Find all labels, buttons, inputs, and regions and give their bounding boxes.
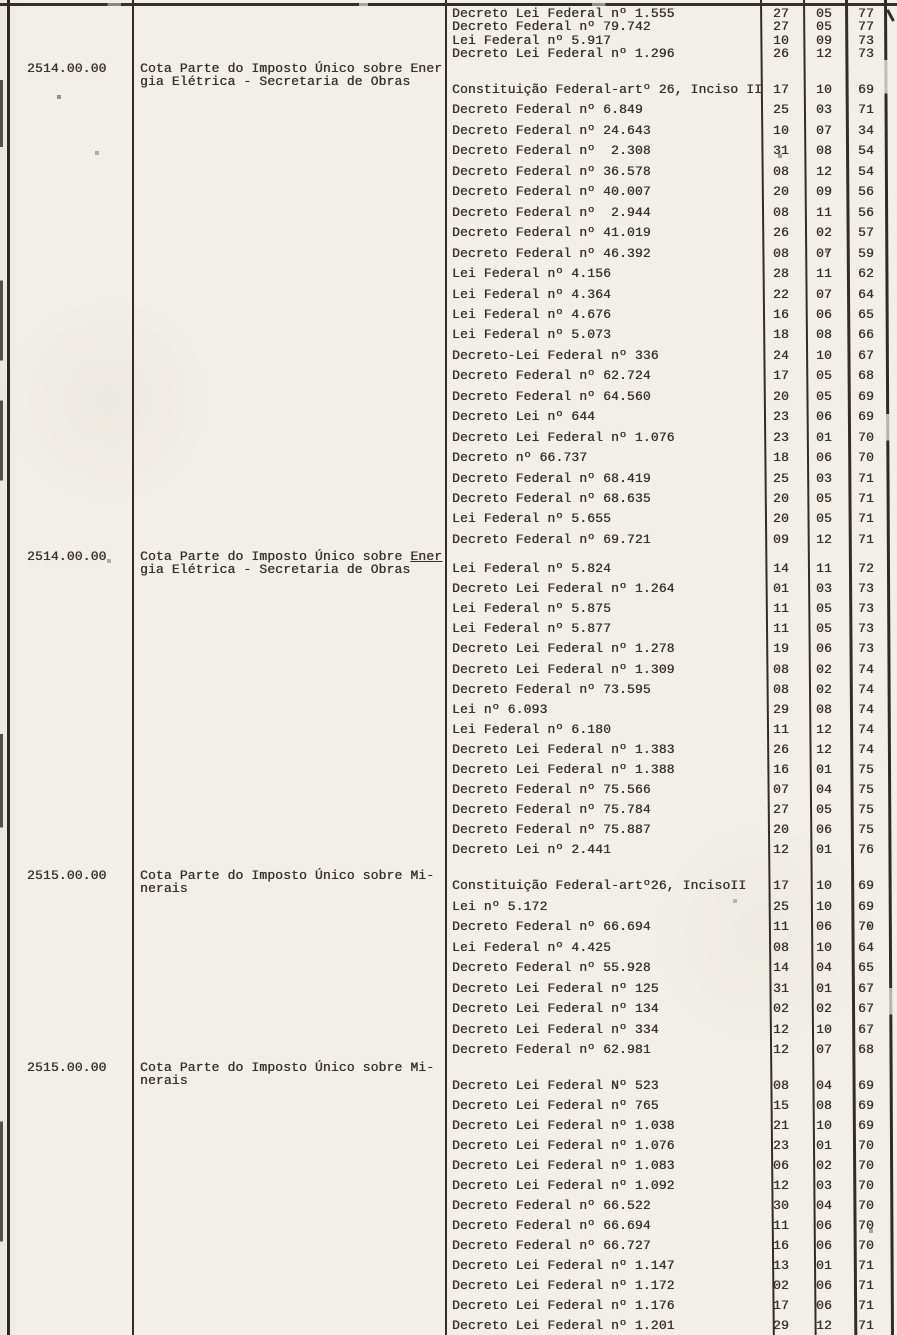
legal-reference: Decreto Lei nº 2.441 (452, 842, 612, 857)
description-column-rule (445, 0, 447, 1335)
legal-reference: Lei Federal nº 5.875 (452, 601, 612, 616)
date-year: 73 (858, 641, 874, 656)
date-month: 01 (816, 1138, 832, 1153)
date-month: 10 (816, 348, 832, 363)
date-day: 11 (773, 601, 789, 616)
date-year: 66 (858, 327, 874, 342)
date-month: 05 (816, 511, 832, 526)
date-day: 07 (773, 782, 789, 797)
date-month: 12 (816, 46, 832, 61)
date-day: 23 (773, 1138, 789, 1153)
legal-reference: Decreto Lei Federal nº 1.038 (452, 1118, 675, 1133)
date-day: 08 (773, 205, 789, 220)
date-day: 29 (773, 1318, 789, 1333)
date-month: 10 (816, 878, 832, 893)
date-year: 65 (858, 960, 874, 975)
date-year: 75 (858, 822, 874, 837)
legal-reference: Decreto Federal nº 68.635 (452, 491, 651, 506)
date-day: 19 (773, 641, 789, 656)
date-month: 10 (816, 940, 832, 955)
date-year: 69 (858, 1078, 874, 1093)
date-year: 70 (858, 1158, 874, 1173)
legal-reference: Decreto Federal nº 62.724 (452, 368, 651, 383)
legal-reference: Decreto Federal nº 69.721 (452, 532, 651, 547)
legal-reference: Lei Federal nº 6.180 (452, 722, 612, 737)
date-month: 12 (816, 742, 832, 757)
date-day: 13 (773, 1258, 789, 1273)
date-month: 05 (816, 802, 832, 817)
date-year: 62 (858, 266, 874, 281)
date-month: 01 (816, 430, 832, 445)
date-day: 23 (773, 409, 789, 424)
date-year: 70 (858, 1198, 874, 1213)
date-year: 56 (858, 205, 874, 220)
legal-reference: Decreto Federal nº 75.887 (452, 822, 651, 837)
date-month: 03 (816, 102, 832, 117)
date-year: 72 (858, 561, 874, 576)
date-day: 12 (773, 1042, 789, 1057)
date-month: 10 (816, 899, 832, 914)
code-column-rule (132, 0, 134, 1335)
legal-reference: Decreto Lei Federal nº 1.092 (452, 1178, 675, 1193)
date-month: 08 (816, 327, 832, 342)
date-day: 08 (773, 246, 789, 261)
date-month: 02 (816, 1158, 832, 1173)
legal-reference: Decreto Federal nº 68.419 (452, 471, 651, 486)
date-day: 30 (773, 1198, 789, 1213)
legal-reference: Decreto Federal nº 2.944 (452, 205, 651, 220)
date-month: 06 (816, 1298, 832, 1313)
date-month: 05 (816, 19, 832, 34)
date-day: 28 (773, 266, 789, 281)
date-year: 67 (858, 348, 874, 363)
date-month: 01 (816, 981, 832, 996)
date-month: 04 (816, 1198, 832, 1213)
date-year: 64 (858, 940, 874, 955)
date-month: 06 (816, 822, 832, 837)
account-code: 2514.00.00 (27, 549, 107, 564)
date-day: 12 (773, 842, 789, 857)
date-month: 06 (816, 1218, 832, 1233)
legal-reference: Decreto Lei Federal Nº 523 (452, 1078, 659, 1093)
legal-reference: Lei Federal nº 4.364 (452, 287, 612, 302)
description-text: Cota Parte do Imposto Único sobre (140, 868, 411, 883)
description-text: Cota Parte do Imposto Único sobre (140, 1060, 411, 1075)
date-month: 06 (816, 641, 832, 656)
legal-reference: Decreto Federal nº 66.727 (452, 1238, 651, 1253)
legal-reference: Decreto-Lei Federal nº 336 (452, 348, 659, 363)
date-day: 20 (773, 822, 789, 837)
date-day: 31 (773, 143, 789, 158)
date-year: 76 (858, 842, 874, 857)
legal-reference: Decreto Lei Federal nº 334 (452, 1022, 659, 1037)
date-day: 16 (773, 762, 789, 777)
legal-reference: Decreto Lei Federal nº 125 (452, 981, 659, 996)
date-year: 70 (858, 1238, 874, 1253)
date-month: 07 (816, 1042, 832, 1057)
description-text-tail: Mi- (410, 1060, 435, 1075)
legal-reference: Decreto Lei Federal nº 1.083 (452, 1158, 675, 1173)
date-day: 20 (773, 491, 789, 506)
date-month: 05 (816, 601, 832, 616)
legal-reference: Decreto Federal nº 24.643 (452, 123, 651, 138)
date-year: 71 (858, 1258, 874, 1273)
date-day: 02 (773, 1278, 789, 1293)
legal-reference: Lei Federal nº 4.425 (452, 940, 612, 955)
page-edge-rule (0, 0, 3, 1335)
date-day: 16 (773, 1238, 789, 1253)
date-year: 70 (858, 430, 874, 445)
date-day: 18 (773, 327, 789, 342)
date-month: 05 (816, 491, 832, 506)
legal-reference: Lei Federal nº 5.917 (452, 33, 612, 48)
date-year: 71 (858, 1298, 874, 1313)
legal-reference: Lei Federal nº 5.877 (452, 621, 612, 636)
date-month: 07 (816, 287, 832, 302)
table-left-border (7, 0, 10, 1335)
date-month: 06 (816, 1278, 832, 1293)
date-month: 12 (816, 532, 832, 547)
legal-reference: Decreto Federal nº 41.019 (452, 225, 651, 240)
legal-reference: Decreto Lei Federal nº 1.296 (452, 46, 675, 61)
legal-reference: Decreto Federal nº 6.849 (452, 102, 643, 117)
date-day: 23 (773, 430, 789, 445)
date-year: 68 (858, 368, 874, 383)
date-day: 29 (773, 702, 789, 717)
date-month: 03 (816, 471, 832, 486)
date-day: 01 (773, 581, 789, 596)
date-year: 74 (858, 662, 874, 677)
date-day: 02 (773, 1001, 789, 1016)
date-year: 54 (858, 164, 874, 179)
date-year: 74 (858, 682, 874, 697)
date-month: 10 (816, 82, 832, 97)
date-year: 75 (858, 762, 874, 777)
date-year: 68 (858, 1042, 874, 1057)
legal-reference: Decreto Federal nº 2.308 (452, 143, 651, 158)
date-day: 25 (773, 102, 789, 117)
account-code: 2515.00.00 (27, 1060, 107, 1075)
date-year: 34 (858, 123, 874, 138)
date-month: 05 (816, 6, 832, 21)
legal-reference: Decreto Federal nº 62.981 (452, 1042, 651, 1057)
date-day: 17 (773, 368, 789, 383)
date-month: 08 (816, 1098, 832, 1113)
date-year: 75 (858, 802, 874, 817)
date-year: 70 (858, 1138, 874, 1153)
date-month: 04 (816, 1078, 832, 1093)
date-year: 77 (858, 6, 874, 21)
date-month: 04 (816, 782, 832, 797)
date-year: 71 (858, 511, 874, 526)
date-day: 08 (773, 662, 789, 677)
date-day: 10 (773, 123, 789, 138)
legal-reference: Decreto Federal nº 66.522 (452, 1198, 651, 1213)
date-month: 01 (816, 842, 832, 857)
date-year: 70 (858, 1218, 874, 1233)
date-day: 26 (773, 225, 789, 240)
account-description-line2: nerais (140, 881, 188, 896)
legal-reference: Decreto Federal nº 73.595 (452, 682, 651, 697)
legal-reference: Lei Federal nº 5.824 (452, 561, 612, 576)
legal-reference: Lei nº 5.172 (452, 899, 548, 914)
account-code: 2515.00.00 (27, 868, 107, 883)
legal-reference: Decreto Federal nº 55.928 (452, 960, 651, 975)
date-month: 05 (816, 368, 832, 383)
legal-reference: Decreto Federal nº 36.578 (452, 164, 651, 179)
date-day: 11 (773, 919, 789, 934)
date-month: 09 (816, 33, 832, 48)
date-day: 20 (773, 389, 789, 404)
date-year: 67 (858, 1001, 874, 1016)
date-year: 71 (858, 1278, 874, 1293)
date-month: 05 (816, 621, 832, 636)
legal-reference: Constituição Federal-artº26, IncisoII (452, 878, 747, 893)
date-day: 27 (773, 19, 789, 34)
date-day: 21 (773, 1118, 789, 1133)
date-year: 73 (858, 601, 874, 616)
table-top-border (0, 3, 897, 6)
date-day: 15 (773, 1098, 789, 1113)
legal-reference: Decreto Lei Federal nº 1.278 (452, 641, 675, 656)
date-year: 73 (858, 33, 874, 48)
date-month: 10 (816, 1118, 832, 1133)
date-day: 14 (773, 561, 789, 576)
date-year: 59 (858, 246, 874, 261)
date-year: 65 (858, 307, 874, 322)
date-month: 06 (816, 307, 832, 322)
account-description-line2: nerais (140, 1073, 188, 1088)
account-description-line2: gia Elétrica - Secretaria de Obras (140, 562, 411, 577)
legal-reference: Decreto Lei Federal nº 1.172 (452, 1278, 675, 1293)
date-day: 12 (773, 1178, 789, 1193)
legal-reference: Lei nº 6.093 (452, 702, 548, 717)
legal-reference: Decreto Federal nº 40.007 (452, 184, 651, 199)
date-year: 74 (858, 722, 874, 737)
legal-reference: Lei Federal nº 4.676 (452, 307, 612, 322)
legal-reference: Decreto Lei Federal nº 1.309 (452, 662, 675, 677)
legal-reference: Decreto Lei Federal nº 1.076 (452, 430, 675, 445)
legal-reference: Decreto Lei Federal nº 1.555 (452, 6, 675, 21)
date-day: 08 (773, 682, 789, 697)
date-year: 71 (858, 491, 874, 506)
date-year: 73 (858, 46, 874, 61)
date-year: 69 (858, 1118, 874, 1133)
legal-reference: Decreto Lei Federal nº 1.264 (452, 581, 675, 596)
date-year: 70 (858, 450, 874, 465)
date-year: 54 (858, 143, 874, 158)
legal-reference: Decreto Federal nº 46.392 (452, 246, 651, 261)
legal-reference: Decreto Lei Federal nº 1.383 (452, 742, 675, 757)
date-month: 11 (816, 266, 832, 281)
date-day: 18 (773, 450, 789, 465)
legal-reference: Lei Federal nº 5.073 (452, 327, 612, 342)
date-day: 12 (773, 1022, 789, 1037)
date-day: 11 (773, 621, 789, 636)
legal-reference: Decreto Federal nº 75.784 (452, 802, 651, 817)
date-day: 11 (773, 722, 789, 737)
legal-reference: Decreto Lei Federal nº 1.147 (452, 1258, 675, 1273)
date-year: 74 (858, 702, 874, 717)
legal-reference: Decreto Federal nº 75.566 (452, 782, 651, 797)
date-year: 70 (858, 919, 874, 934)
date-day: 25 (773, 899, 789, 914)
date-year: 75 (858, 782, 874, 797)
legal-reference: Decreto Federal nº 64.560 (452, 389, 651, 404)
date-year: 69 (858, 389, 874, 404)
legal-reference: Decreto Federal nº 79.742 (452, 19, 651, 34)
date-month: 01 (816, 762, 832, 777)
date-day: 31 (773, 981, 789, 996)
date-year: 64 (858, 287, 874, 302)
legal-reference: Decreto Lei Federal nº 1.176 (452, 1298, 675, 1313)
legal-reference: Decreto Lei Federal nº 1.388 (452, 762, 675, 777)
date-year: 74 (858, 742, 874, 757)
date-year: 71 (858, 471, 874, 486)
date-month: 05 (816, 389, 832, 404)
date-day: 27 (773, 6, 789, 21)
date-day: 17 (773, 878, 789, 893)
date-month: 10 (816, 1022, 832, 1037)
date-day: 25 (773, 471, 789, 486)
date-day: 20 (773, 511, 789, 526)
date-year: 73 (858, 581, 874, 596)
legal-reference: Decreto Lei Federal nº 1.201 (452, 1318, 675, 1333)
date-year: 70 (858, 1178, 874, 1193)
date-month: 07 (816, 246, 832, 261)
date-month: 02 (816, 225, 832, 240)
date-month: 11 (816, 561, 832, 576)
date-month: 06 (816, 1238, 832, 1253)
legal-reference: Decreto Lei Federal nº 1.076 (452, 1138, 675, 1153)
scan-mark (886, 9, 895, 22)
date-month: 04 (816, 960, 832, 975)
date-day: 17 (773, 82, 789, 97)
date-year: 77 (858, 19, 874, 34)
description-text-tail: Ener (410, 549, 443, 564)
date-day: 26 (773, 46, 789, 61)
account-description-line2: gia Elétrica - Secretaria de Obras (140, 74, 411, 89)
date-year: 69 (858, 1098, 874, 1113)
date-month: 08 (816, 702, 832, 717)
date-month: 09 (816, 184, 832, 199)
description-text: Cota Parte do Imposto Único sobre (140, 549, 411, 564)
description-text-tail: Ener (410, 61, 443, 76)
date-day: 11 (773, 1218, 789, 1233)
date-month: 03 (816, 581, 832, 596)
date-day: 14 (773, 960, 789, 975)
legal-reference: Lei Federal nº 4.156 (452, 266, 612, 281)
date-day: 08 (773, 940, 789, 955)
date-day: 27 (773, 802, 789, 817)
legal-reference: Decreto Lei Federal nº 134 (452, 1001, 659, 1016)
date-year: 71 (858, 1318, 874, 1333)
date-month: 06 (816, 409, 832, 424)
date-month: 02 (816, 682, 832, 697)
date-year: 56 (858, 184, 874, 199)
date-year: 67 (858, 1022, 874, 1037)
date-month: 11 (816, 205, 832, 220)
date-day: 08 (773, 164, 789, 179)
date-year: 71 (858, 532, 874, 547)
description-text-tail: Mi- (410, 868, 435, 883)
date-day: 08 (773, 1078, 789, 1093)
legal-reference: Constituição Federal-artº 26, Inciso II (452, 82, 763, 97)
date-month: 07 (816, 123, 832, 138)
date-year: 69 (858, 878, 874, 893)
date-day: 09 (773, 532, 789, 547)
date-month: 03 (816, 1178, 832, 1193)
date-day: 20 (773, 184, 789, 199)
date-month: 12 (816, 1318, 832, 1333)
date-day: 17 (773, 1298, 789, 1313)
legal-reference: Decreto nº 66.737 (452, 450, 588, 465)
scan-specks (0, 0, 2, 2)
date-day: 06 (773, 1158, 789, 1173)
date-month: 08 (816, 143, 832, 158)
date-day: 10 (773, 33, 789, 48)
date-year: 67 (858, 981, 874, 996)
description-text: Cota Parte do Imposto Único sobre (140, 61, 411, 76)
date-month: 12 (816, 722, 832, 737)
date-year: 69 (858, 409, 874, 424)
legal-reference: Decreto Lei nº 644 (452, 409, 596, 424)
legal-reference: Decreto Federal nº 66.694 (452, 1218, 651, 1233)
date-month: 02 (816, 662, 832, 677)
date-year: 69 (858, 82, 874, 97)
date-day: 22 (773, 287, 789, 302)
date-month: 12 (816, 164, 832, 179)
date-month: 06 (816, 450, 832, 465)
legal-reference: Decreto Federal nº 66.694 (452, 919, 651, 934)
date-day: 26 (773, 742, 789, 757)
date-month: 02 (816, 1001, 832, 1016)
date-year: 71 (858, 102, 874, 117)
legal-reference: Decreto Lei Federal nº 765 (452, 1098, 659, 1113)
date-month: 06 (816, 919, 832, 934)
date-year: 69 (858, 899, 874, 914)
account-code: 2514.00.00 (27, 61, 107, 76)
date-month: 01 (816, 1258, 832, 1273)
date-day: 16 (773, 307, 789, 322)
date-year: 57 (858, 225, 874, 240)
legal-reference: Lei Federal nº 5.655 (452, 511, 612, 526)
date-day: 24 (773, 348, 789, 363)
date-year: 73 (858, 621, 874, 636)
